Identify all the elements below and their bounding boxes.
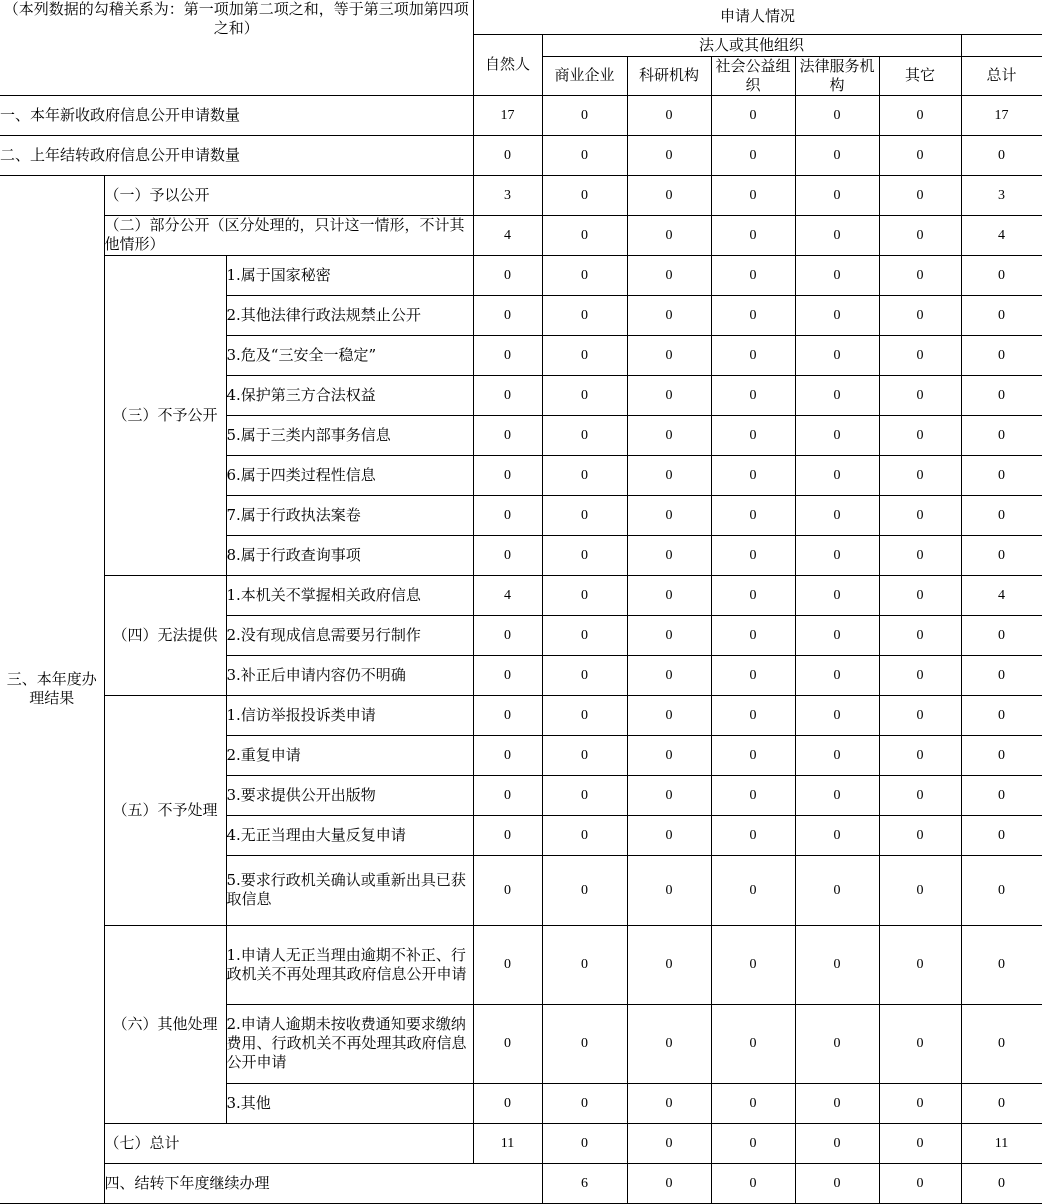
col-header-legal-service: 法律服务机构: [795, 56, 879, 95]
table-row: [0, 925, 1042, 1004]
col-header-research: 科研机构: [627, 56, 711, 95]
row-label: 3.危及“三安全一稳定”: [226, 335, 473, 375]
value-cell: 0: [542, 175, 627, 215]
value-cell: 0: [627, 855, 711, 925]
value-cell: 0: [961, 415, 1042, 455]
value-cell: 0: [711, 615, 795, 655]
row-label: 3.其他: [226, 1083, 473, 1123]
value-cell: 4: [961, 575, 1042, 615]
value-cell: 0: [879, 335, 961, 375]
value-cell: 0: [879, 735, 961, 775]
value-cell: 0: [711, 1123, 795, 1163]
value-cell: 0: [542, 655, 627, 695]
value-cell: 0: [542, 925, 627, 1004]
value-cell: 0: [879, 375, 961, 415]
value-cell: 0: [711, 415, 795, 455]
value-cell: 0: [542, 815, 627, 855]
value-cell: 0: [961, 695, 1042, 735]
value-cell: 0: [879, 535, 961, 575]
value-cell: 0: [795, 215, 879, 255]
value-cell: 0: [795, 255, 879, 295]
value-cell: 0: [542, 255, 627, 295]
value-cell: 0: [795, 735, 879, 775]
value-cell: 0: [795, 1004, 879, 1083]
value-cell: 0: [961, 295, 1042, 335]
value-cell: 0: [961, 1163, 1042, 1203]
value-cell: 0: [542, 775, 627, 815]
blank-header-cell: [961, 34, 1042, 56]
value-cell: 0: [961, 855, 1042, 925]
row-label: 1.本机关不掌握相关政府信息: [226, 575, 473, 615]
value-cell: 0: [879, 1123, 961, 1163]
group-label-other: （六）其他处理: [104, 925, 226, 1123]
value-cell: 0: [795, 335, 879, 375]
value-cell: 0: [795, 855, 879, 925]
value-cell: 0: [711, 815, 795, 855]
value-cell: 0: [627, 1163, 711, 1203]
value-cell: 0: [542, 455, 627, 495]
value-cell: 0: [879, 95, 961, 135]
value-cell: 0: [879, 1163, 961, 1203]
value-cell: 0: [542, 855, 627, 925]
value-cell: 0: [879, 495, 961, 535]
value-cell: 0: [879, 1004, 961, 1083]
value-cell: 0: [711, 775, 795, 815]
section-label-results: 三、本年度办理结果: [0, 175, 104, 1203]
row-label: （七）总计: [104, 1123, 473, 1163]
value-cell: 0: [961, 655, 1042, 695]
value-cell: 0: [961, 925, 1042, 1004]
row-label: 1.申请人无正当理由逾期不补正、行政机关不再处理其政府信息公开申请: [226, 925, 473, 1004]
value-cell: 0: [627, 215, 711, 255]
value-cell: 3: [473, 175, 542, 215]
value-cell: 17: [473, 95, 542, 135]
value-cell: 0: [961, 815, 1042, 855]
value-cell: 0: [627, 695, 711, 735]
value-cell: 0: [542, 375, 627, 415]
value-cell: 0: [627, 575, 711, 615]
value-cell: 3: [961, 175, 1042, 215]
value-cell: 0: [473, 375, 542, 415]
value-cell: 0: [879, 775, 961, 815]
col-header-other: 其它: [879, 56, 961, 95]
value-cell: 0: [961, 1083, 1042, 1123]
value-cell: 0: [795, 415, 879, 455]
value-cell: 0: [473, 655, 542, 695]
value-cell: 0: [542, 495, 627, 535]
value-cell: 0: [542, 135, 627, 175]
value-cell: 0: [473, 255, 542, 295]
value-cell: 0: [711, 135, 795, 175]
value-cell: 0: [961, 335, 1042, 375]
value-cell: 0: [627, 495, 711, 535]
value-cell: 0: [473, 735, 542, 775]
value-cell: 0: [627, 775, 711, 815]
value-cell: 0: [473, 775, 542, 815]
value-cell: 0: [711, 95, 795, 135]
row-label: 3.补正后申请内容仍不明确: [226, 655, 473, 695]
value-cell: 0: [711, 655, 795, 695]
value-cell: 0: [711, 735, 795, 775]
value-cell: 0: [711, 295, 795, 335]
row-label: 一、本年新收政府信息公开申请数量: [0, 95, 473, 135]
value-cell: 0: [473, 415, 542, 455]
row-label: 2.重复申请: [226, 735, 473, 775]
value-cell: 0: [473, 1004, 542, 1083]
value-cell: 0: [961, 535, 1042, 575]
value-cell: 0: [711, 455, 795, 495]
value-cell: 0: [542, 575, 627, 615]
value-cell: 0: [542, 295, 627, 335]
value-cell: 0: [711, 695, 795, 735]
value-cell: 0: [711, 925, 795, 1004]
value-cell: 0: [879, 1083, 961, 1123]
value-cell: 0: [795, 495, 879, 535]
value-cell: 0: [879, 575, 961, 615]
row-label: 6.属于四类过程性信息: [226, 455, 473, 495]
value-cell: 0: [627, 335, 711, 375]
value-cell: 0: [473, 815, 542, 855]
value-cell: 0: [542, 615, 627, 655]
value-cell: 4: [473, 215, 542, 255]
value-cell: 0: [711, 1163, 795, 1203]
value-cell: 0: [961, 495, 1042, 535]
value-cell: 0: [795, 295, 879, 335]
row-label: （二）部分公开（区分处理的，只计这一情形，不计其他情形）: [104, 215, 473, 255]
row-label: 1.信访举报投诉类申请: [226, 695, 473, 735]
row-label: 2.申请人逾期未按收费通知要求缴纳费用、行政机关不再处理其政府信息公开申请: [226, 1004, 473, 1083]
value-cell: 0: [879, 925, 961, 1004]
value-cell: 4: [473, 575, 542, 615]
value-cell: 0: [473, 695, 542, 735]
row-label: 5.属于三类内部事务信息: [226, 415, 473, 455]
value-cell: 0: [795, 1083, 879, 1123]
value-cell: 0: [627, 615, 711, 655]
value-cell: 0: [961, 455, 1042, 495]
value-cell: 0: [879, 815, 961, 855]
value-cell: 0: [795, 95, 879, 135]
value-cell: 0: [473, 535, 542, 575]
legal-person-group-header: 法人或其他组织: [542, 34, 961, 56]
col-header-total: 总计: [961, 56, 1042, 95]
value-cell: 0: [473, 925, 542, 1004]
value-cell: 0: [542, 535, 627, 575]
value-cell: 0: [627, 455, 711, 495]
value-cell: 0: [961, 135, 1042, 175]
value-cell: 0: [627, 295, 711, 335]
row-label: 四、结转下年度继续办理: [104, 1163, 542, 1203]
value-cell: 0: [627, 535, 711, 575]
value-cell: 0: [795, 815, 879, 855]
value-cell: 0: [627, 1083, 711, 1123]
value-cell: 0: [879, 415, 961, 455]
value-cell: 0: [795, 575, 879, 615]
table-row: [0, 215, 1042, 255]
value-cell: 0: [473, 1083, 542, 1123]
table-row: [0, 575, 1042, 615]
value-cell: 0: [961, 615, 1042, 655]
value-cell: 0: [961, 1004, 1042, 1083]
value-cell: 0: [473, 855, 542, 925]
value-cell: 0: [879, 295, 961, 335]
value-cell: 0: [711, 215, 795, 255]
row-label: 二、上年结转政府信息公开申请数量: [0, 135, 473, 175]
value-cell: 0: [473, 615, 542, 655]
row-label: 1.属于国家秘密: [226, 255, 473, 295]
value-cell: 0: [542, 335, 627, 375]
value-cell: 0: [961, 735, 1042, 775]
value-cell: 0: [961, 375, 1042, 415]
applicant-situation-header: 申请人情况: [473, 0, 1042, 34]
value-cell: 11: [961, 1123, 1042, 1163]
value-cell: 0: [795, 135, 879, 175]
row-label: 5.要求行政机关确认或重新出具已获取信息: [226, 855, 473, 925]
value-cell: 0: [627, 375, 711, 415]
value-cell: 0: [542, 415, 627, 455]
value-cell: 0: [473, 335, 542, 375]
value-cell: 0: [711, 335, 795, 375]
value-cell: 0: [961, 775, 1042, 815]
table-row: [0, 255, 1042, 295]
value-cell: 0: [711, 495, 795, 535]
value-cell: 0: [627, 255, 711, 295]
table-row: [0, 695, 1042, 735]
natural-person-header: 自然人: [473, 34, 542, 95]
value-cell: 0: [711, 575, 795, 615]
table-row: [0, 175, 1042, 215]
value-cell: 0: [879, 135, 961, 175]
value-cell: 0: [711, 855, 795, 925]
table-row: [0, 1163, 1042, 1203]
value-cell: 0: [795, 1163, 879, 1203]
table-row: [0, 135, 1042, 175]
value-cell: 0: [795, 535, 879, 575]
row-label: 7.属于行政执法案卷: [226, 495, 473, 535]
row-label: 4.无正当理由大量反复申请: [226, 815, 473, 855]
value-cell: 0: [879, 455, 961, 495]
value-cell: 0: [879, 855, 961, 925]
row-label: 3.要求提供公开出版物: [226, 775, 473, 815]
value-cell: 0: [542, 1004, 627, 1083]
value-cell: 0: [795, 1123, 879, 1163]
table-row: [0, 95, 1042, 135]
value-cell: 0: [473, 455, 542, 495]
value-cell: 0: [627, 815, 711, 855]
value-cell: 17: [961, 95, 1042, 135]
value-cell: 0: [627, 655, 711, 695]
value-cell: 0: [473, 135, 542, 175]
value-cell: 0: [795, 655, 879, 695]
value-cell: 0: [542, 215, 627, 255]
group-label-noprocess: （五）不予处理: [104, 695, 226, 925]
value-cell: 0: [542, 95, 627, 135]
value-cell: 6: [542, 1163, 627, 1203]
value-cell: 0: [627, 1123, 711, 1163]
value-cell: 4: [961, 215, 1042, 255]
value-cell: 0: [473, 495, 542, 535]
group-label-refuse: （三）不予公开: [104, 255, 226, 575]
value-cell: 0: [795, 695, 879, 735]
value-cell: 0: [711, 535, 795, 575]
value-cell: 0: [542, 735, 627, 775]
value-cell: 0: [711, 375, 795, 415]
value-cell: 0: [795, 175, 879, 215]
value-cell: 0: [627, 925, 711, 1004]
col-header-public-welfare: 社会公益组织: [711, 56, 795, 95]
value-cell: 0: [879, 215, 961, 255]
value-cell: 0: [795, 615, 879, 655]
row-label: 4.保护第三方合法权益: [226, 375, 473, 415]
value-cell: 0: [711, 255, 795, 295]
value-cell: 0: [627, 415, 711, 455]
value-cell: 0: [473, 295, 542, 335]
value-cell: 0: [795, 925, 879, 1004]
value-cell: 0: [711, 175, 795, 215]
value-cell: 0: [542, 1123, 627, 1163]
row-label: 8.属于行政查询事项: [226, 535, 473, 575]
value-cell: 0: [879, 255, 961, 295]
value-cell: 0: [627, 95, 711, 135]
value-cell: 0: [627, 135, 711, 175]
value-cell: 0: [795, 455, 879, 495]
value-cell: 0: [879, 695, 961, 735]
row-label: 2.没有现成信息需要另行制作: [226, 615, 473, 655]
table-row: [0, 1123, 1042, 1163]
value-cell: 0: [879, 655, 961, 695]
value-cell: 11: [473, 1123, 542, 1163]
corner-note: （本列数据的勾稽关系为：第一项加第二项之和，等于第三项加第四项之和）: [0, 0, 473, 95]
value-cell: 0: [711, 1083, 795, 1123]
group-label-unable: （四）无法提供: [104, 575, 226, 695]
value-cell: 0: [795, 775, 879, 815]
value-cell: 0: [542, 1083, 627, 1123]
value-cell: 0: [961, 255, 1042, 295]
row-label: 2.其他法律行政法规禁止公开: [226, 295, 473, 335]
value-cell: 0: [879, 615, 961, 655]
value-cell: 0: [627, 175, 711, 215]
value-cell: 0: [542, 695, 627, 735]
value-cell: 0: [627, 735, 711, 775]
col-header-business: 商业企业: [542, 56, 627, 95]
value-cell: 0: [879, 175, 961, 215]
row-label: （一）予以公开: [104, 175, 473, 215]
value-cell: 0: [795, 375, 879, 415]
value-cell: 0: [711, 1004, 795, 1083]
value-cell: 0: [627, 1004, 711, 1083]
